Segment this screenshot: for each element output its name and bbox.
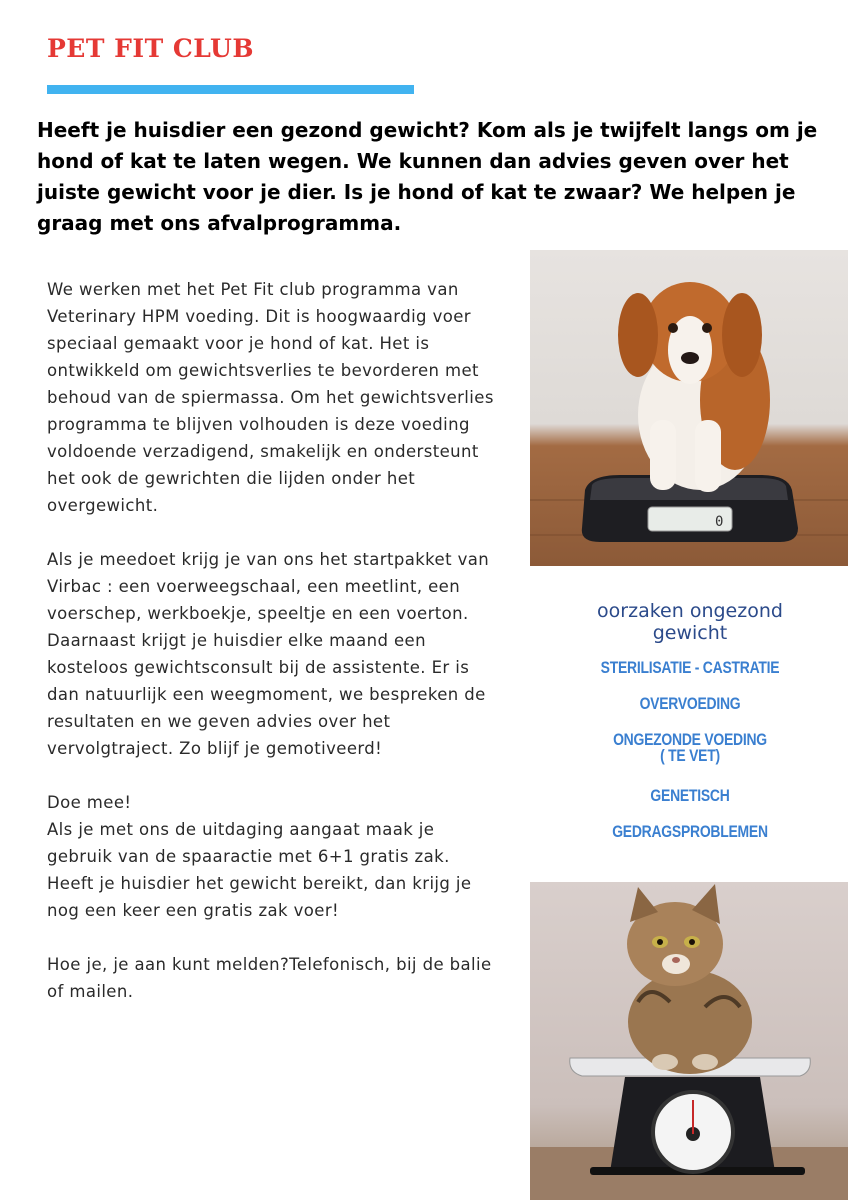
cause-item-ongezonde-voeding: ONGEZONDE VOEDING ( TE VET)	[613, 730, 767, 765]
cat-on-scale-photo	[530, 882, 848, 1200]
paragraph-program: We werken met het Pet Fit club programma van Veterinary HPM voeding. Dit is hoogwaardig voer speciaal gemaakt voor je hond of kat. Het is ontwikkeld om gewichtsverlies te bevorderen met behoud van de spiermassa. Om het gewichtsverlies programma te blijven volhouden is deze voeding voldoende verzadigend, smakelijk en ondersteunt het ook de gewrichten die lijden onder het overgewicht.	[47, 280, 494, 515]
cause-item-genetisch: GENETISCH	[650, 786, 730, 805]
cause-item-gedragsproblemen: GEDRAGSPROBLEMEN	[612, 822, 768, 841]
paragraph-signup: Hoe je, je aan kunt melden?Telefonisch, bij de balie of mailen.	[47, 955, 492, 1001]
page-title: PET FIT CLUB	[47, 34, 254, 63]
dog-on-scale-photo	[530, 250, 848, 566]
cause-item-overvoeding: OVERVOEDING	[639, 694, 741, 713]
cause-item-sterilisatie: STERILISATIE - CASTRATIE	[600, 658, 780, 677]
scale-display-digit: 0	[715, 514, 724, 530]
causes-title: oorzaken ongezond gewicht	[597, 600, 783, 644]
body-text	[47, 276, 502, 1032]
paragraph-join: Doe mee! Als je met ons de uitdaging aangaat maak je gebruik van de spaaractie met 6+1 gratis zak. Heeft je huisdier het gewicht bereikt, dan krijg je nog een keer een gratis zak voer!	[47, 793, 472, 920]
intro-text: Heeft je huisdier een gezond gewicht? Kom als je twijfelt langs om je hond of kat te laten wegen. We kunnen dan advies geven over het juiste gewicht voor je dier. Is je hond of kat te zwaar? We helpen je graag met ons afvalprogramma.	[37, 118, 818, 235]
paragraph-startpack: Als je meedoet krijg je van ons het startpakket van Virbac : een voerweegschaal, een meetlint, een voerschep, werkboekje, speeltje en een voerton. Daarnaast krijgt je huisdier elke maand een kosteloos gewichtsconsult bij de assistente. Er is dan natuurlijk een weegmoment, we bespreken de resultaten en we geven advies over het vervolgtraject. Zo blijf je gemotiveerd!	[47, 550, 490, 758]
title-underline-bar	[47, 85, 414, 94]
